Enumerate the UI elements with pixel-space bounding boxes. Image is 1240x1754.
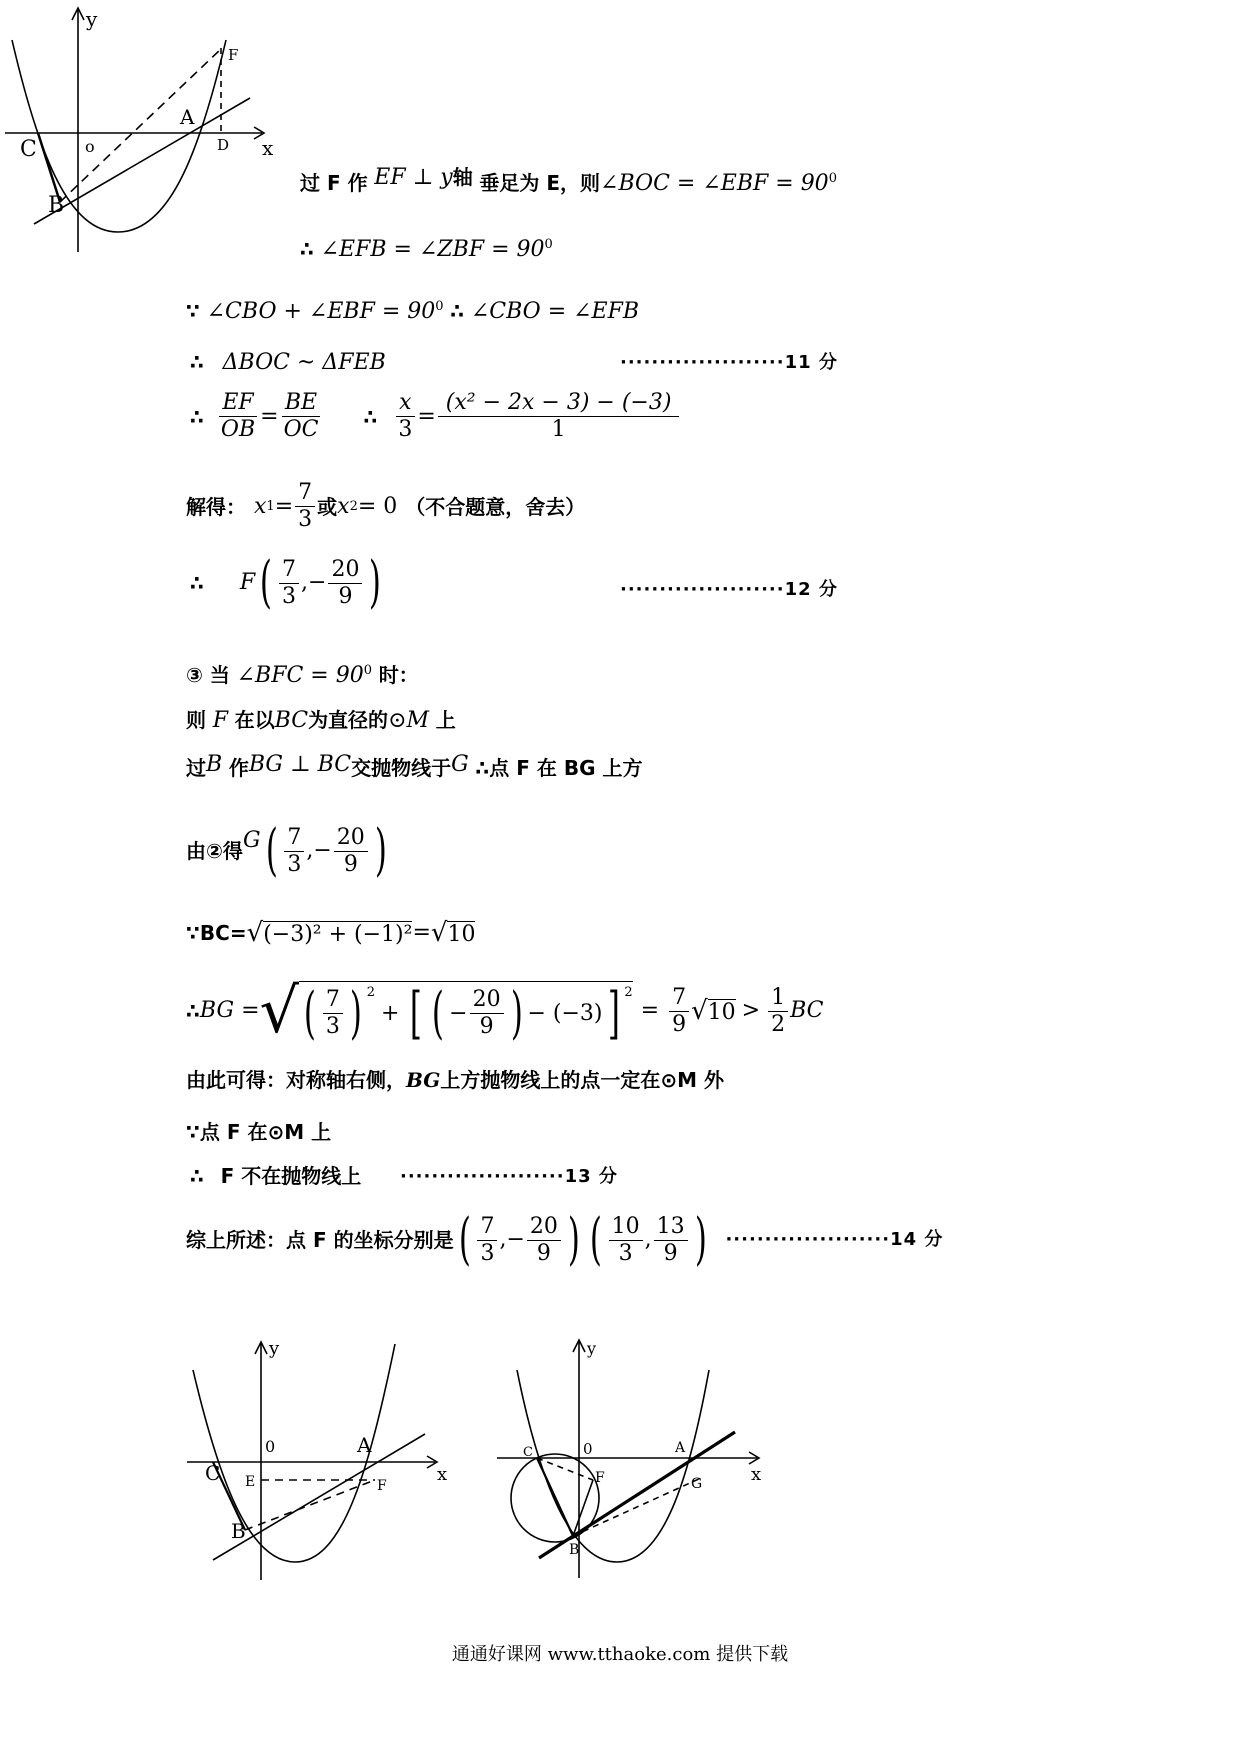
frac-x-3: $\frac{x}{3}$ — [395, 392, 415, 441]
line-8: ③ 当 ∠BFC = $90^0$ 时： — [186, 663, 419, 688]
fig1-label-a: A — [180, 105, 195, 129]
line-11: 由②得 G ( 7 3 ,− $\frac{20}{9}$ ) — [186, 818, 387, 883]
fig2-label-b: B — [231, 1519, 246, 1543]
fig3-label-x: x — [751, 1464, 762, 1485]
fig2-label-c: C — [205, 1461, 221, 1485]
fig3-label-c: C — [523, 1445, 533, 1460]
frac-expression: $\frac{\text{(x² − 2x − 3) − (−3)}}{1}$ — [438, 392, 680, 441]
line-15: ∵点 F 在⊙M 上 — [186, 1120, 332, 1144]
fig1-label-y: y — [86, 7, 98, 31]
fig3-label-f: F — [595, 1470, 605, 1486]
line-10: 过B 作BG ⊥ BC交抛物线于G ∴点 F 在 BG 上方 — [186, 752, 643, 780]
fig1-label-c: C — [20, 137, 37, 162]
line-5: ∴ $\frac{EF}{OB}$ = $\frac{BE}{OC}$ ∴ $\frac{x}{3}$ = $\frac{\text{(x² − 2x − 3) − (−3)}}{1}$ — [190, 392, 681, 441]
fig3-label-g: G — [691, 1476, 703, 1492]
line-6: 解得： x 1 = $\frac{7}{3}$ 或 x 2 = 0 （不合题意，舍去） — [186, 480, 586, 532]
fig1-label-o: o — [85, 137, 95, 156]
figure-parabola-circle — [495, 1330, 775, 1590]
line-1: 过 F 作 EF ⊥ y轴 垂足为 E，则∠BOC = ∠EBF = $90^0$ — [300, 165, 837, 196]
radicand: ( 7 3 ) 2 + [ ( − $\frac{20}{9}$ ) − (−3) ] 2 — [299, 981, 633, 1042]
fig3-label-y: y — [587, 1339, 597, 1358]
fig2-label-y: y — [269, 1338, 280, 1359]
fig2-label-e: E — [245, 1474, 256, 1490]
fig1-label-x: x — [262, 136, 274, 160]
line-2: ∴ ∠EFB = ∠ZBF = $90^0$ — [300, 237, 553, 262]
line-17: 综上所述：点 F 的坐标分别是 ( 7 3 ,− $\frac{20}{9}$ ) ( 10 3 , 13 9 ) ·····················14 分 — [186, 1207, 944, 1272]
fig1-label-b: B — [48, 193, 65, 218]
line-12: ∵BC= √ (−3)² + (−1)² = √ 10 — [186, 918, 476, 948]
footer-source: 通通好课网 www.tthaoke.com 提供下载 — [451, 1644, 789, 1665]
fig3-label-o: 0 — [583, 1440, 593, 1458]
line-13: ∴ BG = √ ( 7 3 ) 2 + [ ( − $\frac{20}{9}$ ) − (−3) ] 2 = $\frac{7}{9}$ √ 10 > 1 2 BC — [186, 974, 824, 1047]
figure-parabola-ef — [0, 0, 290, 260]
fig1-label-f: F — [228, 46, 239, 64]
fig3-label-a: A — [675, 1440, 686, 1456]
fig1-label-d: D — [217, 136, 230, 154]
frac-7-3: $\frac{7}{3}$ — [295, 482, 315, 531]
figure-parabola-efb — [185, 1330, 465, 1590]
fig2-label-x: x — [437, 1464, 448, 1485]
line-3: ∵ ∠CBO + ∠EBF = $90^0$ ∴ ∠CBO = ∠EFB — [186, 299, 640, 324]
line-14: 由此可得：对称轴右侧，BG上方抛物线上的点一定在⊙M 外 — [186, 1068, 724, 1092]
frac-be-oc: $\frac{BE}{OC}$ — [283, 390, 319, 442]
line-4: ∴ ΔBOC ~ ΔFEB ·····················11 分 — [190, 350, 838, 375]
line-7: ∴ F ( 7 3 ,− $\frac{20}{9}$ ) ·····················12 分 — [190, 550, 838, 615]
fig2-label-a: A — [357, 1433, 372, 1457]
frac-ef-ob: $\frac{EF}{OB}$ — [220, 390, 256, 442]
fig2-label-o: 0 — [265, 1437, 276, 1456]
line-9: 则 F 在以BC为直径的⊙M 上 — [186, 708, 456, 733]
fig2-label-f: F — [377, 1478, 387, 1494]
line-16: ∴ F 不在抛物线上 ·····················13 分 — [190, 1164, 618, 1188]
fig3-label-b: B — [569, 1542, 580, 1558]
